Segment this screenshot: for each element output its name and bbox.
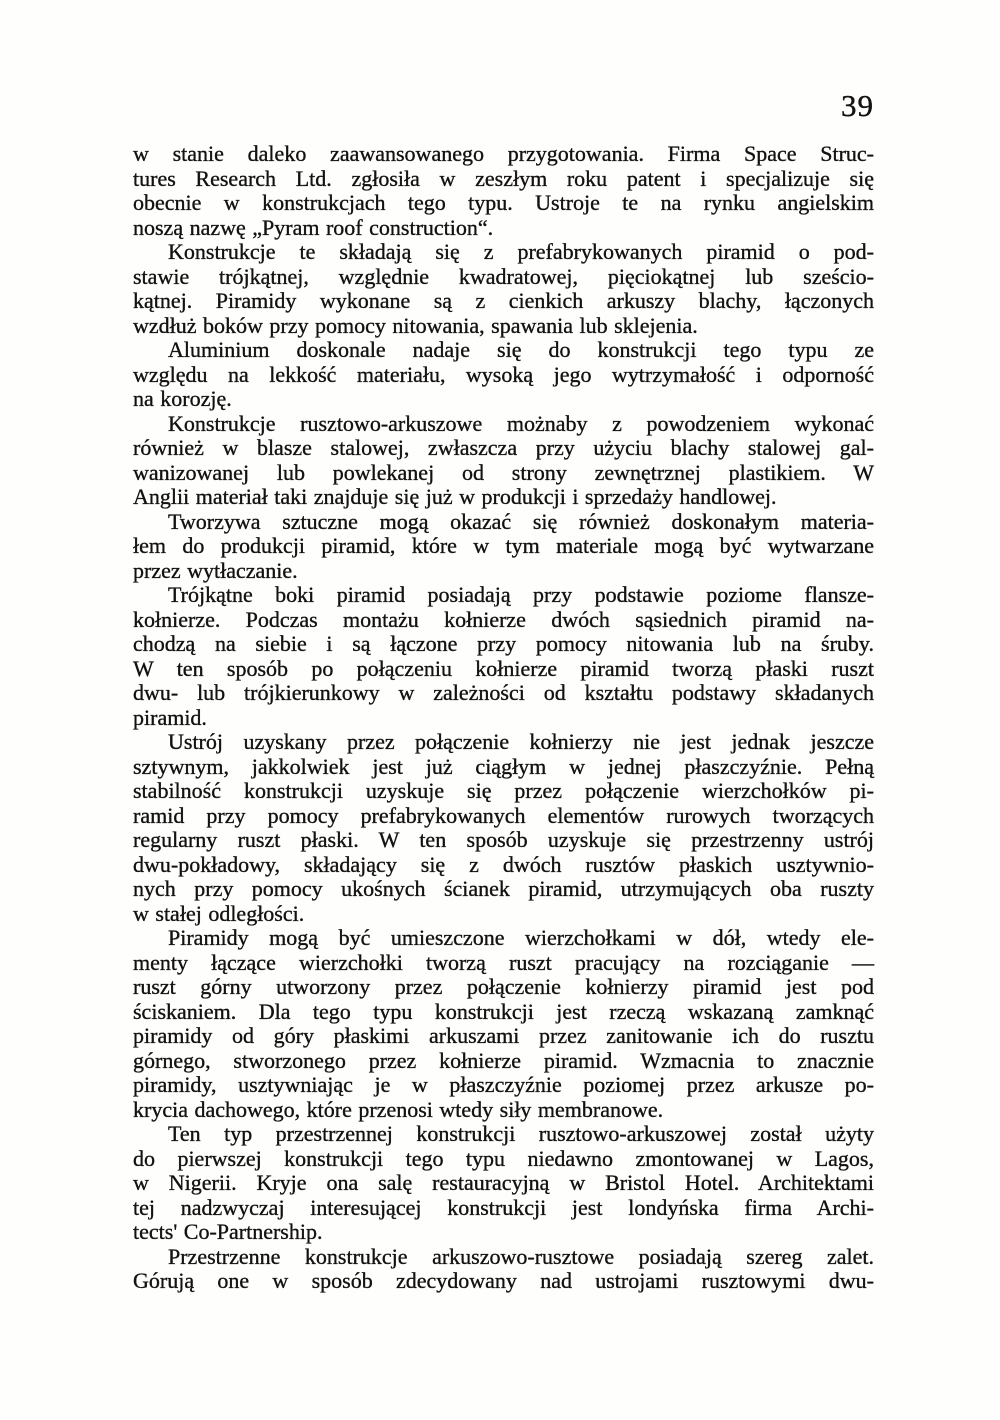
text-line: piramidy, usztywniając je w płaszczyźnie poziomej przez arkusze po- [133,1072,874,1097]
paragraph [133,240,874,338]
text-line: Anglii materiał taki znajduje się już w produkcji i sprzedaży handlowej. [133,484,777,509]
text-line: piramidy od góry płaskimi arkuszami przez zanitowanie ich do rusztu [133,1023,874,1048]
page-number: 39 [841,88,874,123]
text-line: względu na lekkość materiału, wysoką jego wytrzymałość i odporność [133,361,874,387]
text-line: wzdłuż boków przy pomocy nitowania, spawania lub sklejenia. [133,312,698,338]
text-line: menty łączące wierzchołki tworzą ruszt pracujący na rozciąganie — [133,949,874,975]
text-line: Aluminium doskonale nadaje się do konstrukcji tego typu ze [168,337,874,362]
paragraph [133,1122,874,1245]
paragraph [133,510,874,584]
paragraph [133,412,874,510]
text-line: Ten typ przestrzennej konstrukcji rusztowo-arkuszowej został użyty [168,1121,874,1146]
text-line: nych przy pomocy ukośnych ścianek piramid, utrzymujących oba ruszty [133,876,874,901]
text-line: Konstrukcje rusztowo-arkuszowe możnaby z powodzeniem wykonać [168,410,874,436]
text-line: przez wytłaczanie. [133,557,298,583]
text-line: noszą nazwę „Pyram roof construction“. [133,214,494,240]
text-line: obecnie w konstrukcjach tego typu. Ustroje te na rynku angielskim [133,190,874,215]
text-line: kołnierze. Podczas montażu kołnierze dwóch sąsiednich piramid na- [133,606,874,632]
text-line: ruszt górny utworzony przez połączenie kołnierzy piramid jest pod [133,974,874,999]
paragraph [133,926,874,1122]
paragraph [133,583,874,730]
text-line: Górują one w sposób zdecydowany nad ustrojami rusztowymi dwu- [133,1268,874,1293]
text-line: wanizowanej lub powlekanej od strony zewnętrznej plastikiem. W [133,459,874,485]
paragraph [133,1245,874,1294]
text-line: Tworzywa sztuczne mogą okazać się również doskonałym materia- [168,508,874,534]
text-line: stawie trójkątnej, względnie kwadratowej, pięciokątnej lub sześcio- [133,263,874,289]
text-line: dwu- lub trójkierunkowy w zależności od kształtu podstawy składanych [133,680,874,705]
text-line: Konstrukcje te składają się z prefabrykowanych piramid o pod- [168,239,874,264]
text-line: stabilność konstrukcji uzyskuje się przez połączenie wierzchołków pi- [133,778,874,803]
text-line: w Nigerii. Kryje ona salę restauracyjną w Bristol Hotel. Architektami [133,1170,874,1195]
text-line: do pierwszej konstrukcji tego typu niedawno zmontowanej w Lagos, [133,1145,874,1171]
text-line: piramid. [133,704,207,730]
paragraph [133,338,874,412]
text-line: Przestrzenne konstrukcje arkuszowo-rusztowe posiadają szereg zalet. [168,1243,874,1269]
text-line: również w blasze stalowej, zwłaszcza przy użyciu blachy stalowej gal- [133,435,874,460]
text-line: krycia dachowego, które przenosi wtedy siły membranowe. [133,1096,664,1122]
text-line: górnego, stworzonego przez kołnierze piramid. Wzmacnia to znacznie [133,1047,874,1073]
body-text [133,142,874,1294]
text-line: tects' Co-Partnership. [133,1219,323,1244]
text-line: tures Research Ltd. zgłosiła w zeszłym roku patent i specjalizuje się [133,165,874,191]
text-line: W ten sposób po połączeniu kołnierze piramid tworzą płaski ruszt [133,655,874,681]
text-line: Trójkątne boki piramid posiadają przy podstawie poziome flansze- [168,582,874,607]
text-line: na korozję. [133,386,232,411]
text-line: łem do produkcji piramid, które w tym materiale mogą być wytwarzane [133,533,874,558]
text-line: tej nadzwyczaj interesującej konstrukcji jest londyńska firma Archi- [133,1194,874,1220]
text-line: w stałej odległości. [133,900,305,926]
text-line: chodzą na siebie i są łączone przy pomocy nitowania lub na śruby. [133,631,874,656]
text-line: sztywnym, jakkolwiek jest już ciągłym w jednej płaszczyźnie. Pełną [133,753,874,779]
text-line: ściskaniem. Dla tego typu konstrukcji jest rzeczą wskazaną zamknąć [133,998,874,1024]
paragraph [133,142,874,240]
text-line: regularny ruszt płaski. W ten sposób uzyskuje się przestrzenny ustrój [133,827,874,852]
text-line: kątnej. Piramidy wykonane są z cienkich arkuszy blachy, łączonych [133,288,874,313]
paragraph [133,730,874,926]
text-line: w stanie daleko zaawansowanego przygotowania. Firma Space Struc- [133,141,874,166]
text-line: ramid przy pomocy prefabrykowanych elementów rurowych tworzących [133,802,874,828]
text-line: Piramidy mogą być umieszczone wierzchołkami w dół, wtedy ele- [168,925,874,950]
text-line: dwu-pokładowy, składający się z dwóch rusztów płaskich usztywnio- [133,851,874,877]
text-line: Ustrój uzyskany przez połączenie kołnierzy nie jest jednak jeszcze [168,729,874,754]
